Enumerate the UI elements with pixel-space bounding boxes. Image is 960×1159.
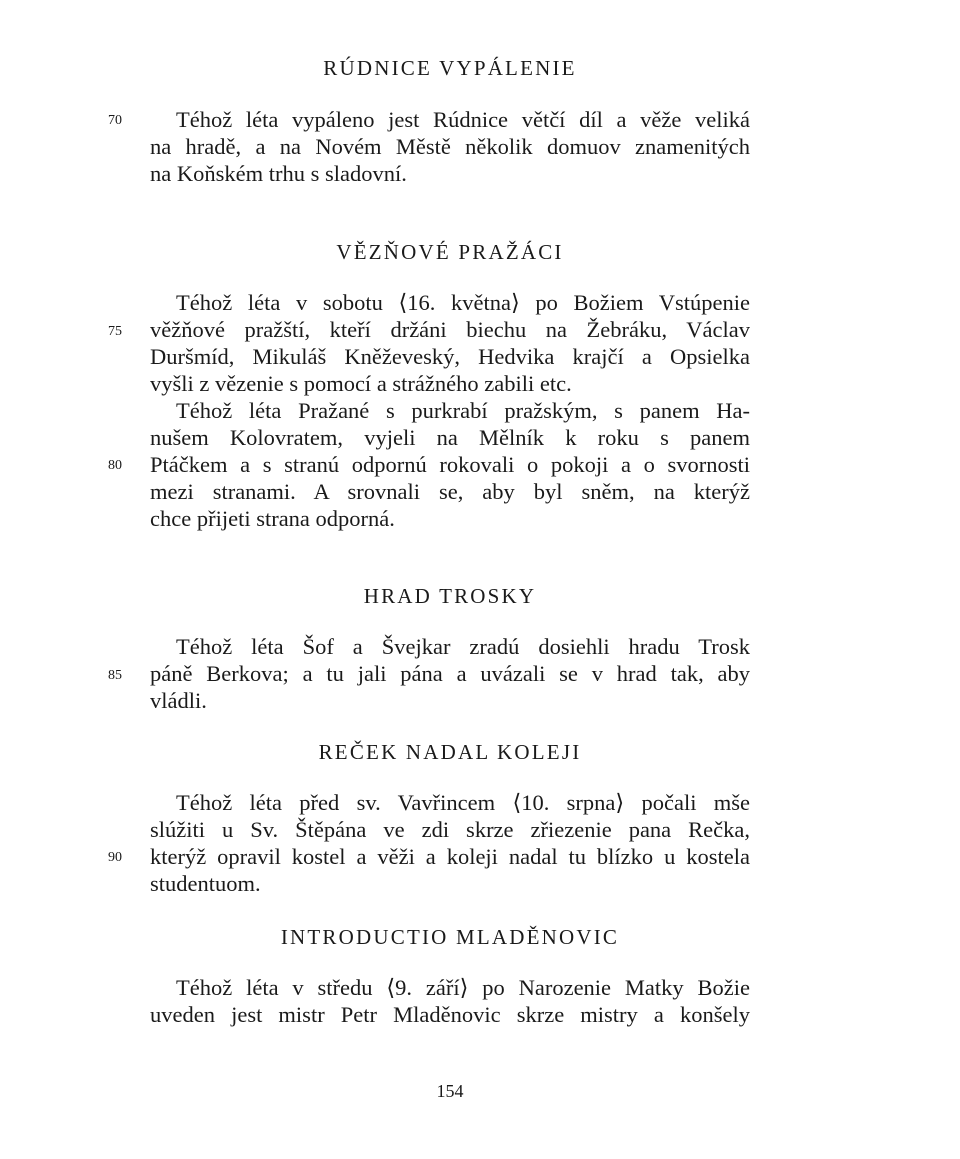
section-heading: VĚZŇOVÉ PRAŽÁCI bbox=[336, 240, 564, 264]
text-line: vyšli z vězenie s pomocí a strážného zabili etc. bbox=[150, 371, 572, 396]
text-line: chce přijeti strana odporná. bbox=[150, 506, 395, 531]
text-line: slúžiti u Sv. Štěpána ve zdi skrze zřiezenie pana Rečka, bbox=[150, 817, 750, 842]
line-number: 75 bbox=[108, 324, 122, 339]
section-heading: REČEK NADAL KOLEJI bbox=[318, 740, 582, 764]
text-line: na hradě, a na Novém Městě několik domuov znamenitých bbox=[150, 134, 750, 159]
text-line: Téhož léta v sobotu ⟨16. května⟩ po Božiem Vstúpenie bbox=[176, 290, 750, 315]
text-line: kterýž opravil kostel a věži a koleji nadal tu blízko u kostela bbox=[150, 844, 750, 869]
text-line: Téhož léta Pražané s purkrabí pražským, s panem Ha- bbox=[176, 398, 750, 423]
line-number: 80 bbox=[108, 458, 122, 473]
text-line: vládli. bbox=[150, 688, 207, 713]
text-line: Téhož léta před sv. Vavřincem ⟨10. srpna⟩ počali mše bbox=[176, 790, 750, 815]
line-number: 70 bbox=[108, 113, 122, 128]
section-heading: RÚDNICE VYPÁLENIE bbox=[323, 56, 577, 80]
text-line: Téhož léta Šof a Švejkar zradú dosiehli hradu Trosk bbox=[176, 634, 750, 659]
line-number: 90 bbox=[108, 850, 122, 865]
line-number: 85 bbox=[108, 668, 122, 683]
text-line: mezi stranami. A srovnali se, aby byl sněm, na kterýž bbox=[150, 479, 750, 504]
page-number: 154 bbox=[436, 1081, 464, 1101]
text-line: Téhož léta vypáleno jest Rúdnice větčí díl a věže veliká bbox=[176, 107, 750, 132]
text-line: Ptáčkem a s stranú odpornú rokovali o pokoji a o svornosti bbox=[150, 452, 750, 477]
text-line: nušem Kolovratem, vyjeli na Mělník k roku s panem bbox=[150, 425, 750, 450]
text-line: uveden jest mistr Petr Mladěnovic skrze mistry a konšely bbox=[150, 1002, 750, 1027]
text-line: Duršmíd, Mikuláš Kněževeský, Hedvika krajčí a Opsielka bbox=[150, 344, 750, 369]
section-heading: INTRODUCTIO MLADĚNOVIC bbox=[280, 925, 620, 949]
text-line: na Koňském trhu s sladovní. bbox=[150, 161, 407, 186]
text-line: Téhož léta v středu ⟨9. září⟩ po Narozenie Matky Božie bbox=[176, 975, 750, 1000]
text-line: studentuom. bbox=[150, 871, 261, 896]
text-line: věžňové pražští, kteří držáni biechu na Žebráku, Václav bbox=[150, 317, 750, 342]
section-heading: HRAD TROSKY bbox=[363, 584, 537, 608]
text-line: páně Berkova; a tu jali pána a uvázali se v hrad tak, aby bbox=[150, 661, 750, 686]
